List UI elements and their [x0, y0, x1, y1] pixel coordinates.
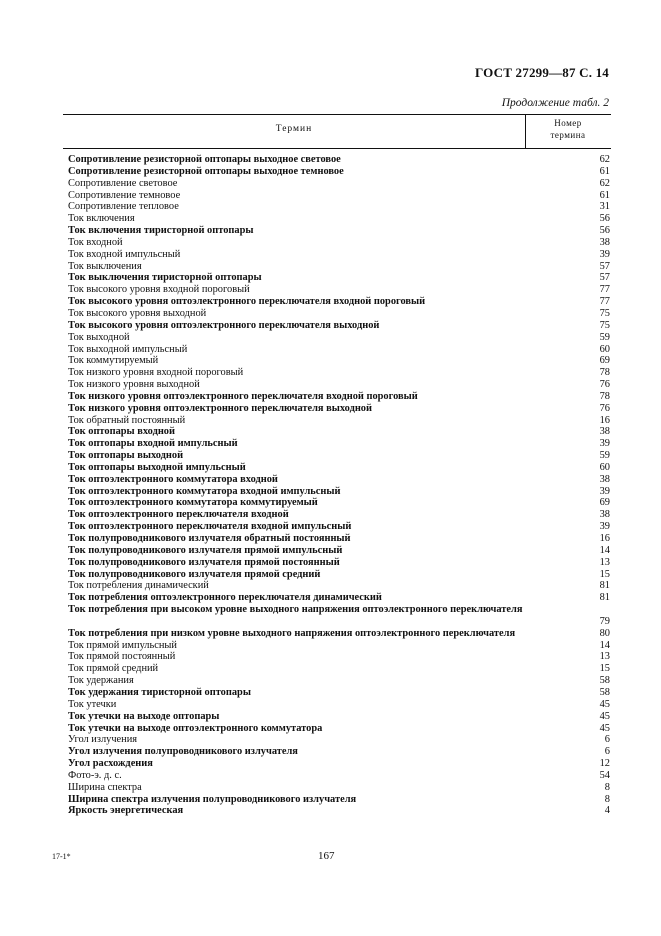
- table-row: [68, 497, 610, 509]
- table-row: [68, 296, 610, 308]
- term-number: 15: [599, 568, 610, 580]
- table-row: [68, 450, 610, 462]
- table-row: [68, 284, 610, 296]
- term-number: 45: [599, 710, 610, 722]
- term-text: Ток включения тиристорной оптопары: [68, 225, 254, 237]
- term-number: 75: [599, 319, 610, 331]
- term-text: Ток низкого уровня входной пороговый: [68, 367, 244, 379]
- term-text: Ток высокого уровня оптоэлектронного переключателя входной пороговый: [68, 296, 426, 308]
- term-number: 75: [599, 307, 610, 319]
- term-number: 61: [599, 165, 610, 177]
- term-number: 78: [599, 390, 610, 402]
- table-row: [68, 592, 610, 604]
- term-text: Фото-э. д. с.: [68, 769, 122, 781]
- term-number: 77: [599, 296, 610, 308]
- term-number: 15: [599, 663, 610, 675]
- term-text: Ток утечки на выходе оптопары: [68, 710, 220, 722]
- table-row: [68, 569, 610, 581]
- table-row: [68, 805, 610, 817]
- table-continuation-note: Продолжение табл. 2: [501, 97, 609, 109]
- table-row: [68, 426, 610, 438]
- term-text: Ток оптопары выходной: [68, 450, 184, 462]
- term-number: 38: [599, 473, 610, 485]
- document-code: ГОСТ 27299—87 С. 14: [475, 65, 609, 80]
- term-text: Ток низкого уровня оптоэлектронного переключателя входной пороговый: [68, 390, 418, 402]
- term-number: 76: [599, 379, 610, 391]
- table-row: [68, 711, 610, 723]
- term-text: Ток высокого уровня входной пороговый: [68, 284, 250, 296]
- term-number: 39: [599, 438, 610, 450]
- term-text: Ток обратный постоянный: [68, 414, 186, 426]
- term-text: Ток коммутируемый: [68, 355, 159, 367]
- table-row: [68, 545, 610, 557]
- column-header-term: Термин: [275, 124, 313, 134]
- term-text: Ток низкого уровня оптоэлектронного переключателя выходной: [68, 402, 372, 414]
- table-row: [68, 261, 610, 273]
- term-text: Сопротивление резисторной оптопары выходное темновое: [68, 165, 344, 177]
- term-number: 39: [599, 521, 610, 533]
- term-text: Ток высокого уровня оптоэлектронного переключателя выходной: [68, 319, 380, 331]
- table-row: [68, 628, 610, 640]
- table-row: [68, 474, 610, 486]
- term-number: 78: [599, 367, 610, 379]
- term-number: 57: [599, 260, 610, 272]
- term-text: Ток прямой импульсный: [68, 639, 177, 651]
- term-text: Ток оптопары входной импульсный: [68, 438, 238, 450]
- table-row: [68, 794, 610, 806]
- term-text: Ток выключения: [68, 260, 142, 272]
- term-number: 62: [599, 177, 610, 189]
- term-text: Ток оптоэлектронного коммутатора коммутируемый: [68, 497, 318, 509]
- term-number: 61: [599, 189, 610, 201]
- term-number: 60: [599, 461, 610, 473]
- table-row: [68, 782, 610, 794]
- term-text: Угол излучения: [68, 734, 138, 746]
- column-header-number-line1: Номер: [554, 118, 582, 128]
- table-row: [68, 237, 610, 249]
- term-number: 8: [604, 781, 610, 793]
- term-text: Ток включения: [68, 213, 135, 225]
- term-number: 39: [599, 485, 610, 497]
- term-number: 80: [599, 627, 610, 639]
- term-number: 38: [599, 426, 610, 438]
- term-text: Угол излучения полупроводникового излучателя: [68, 746, 298, 758]
- term-number: 16: [599, 414, 610, 426]
- table-row: [68, 166, 610, 178]
- term-number: 31: [599, 201, 610, 213]
- table-row: [68, 178, 610, 190]
- table-row: [68, 355, 610, 367]
- term-number: 59: [599, 331, 610, 343]
- table-row: [68, 557, 610, 569]
- term-text: Ток полупроводникового излучателя прямой средний: [68, 568, 321, 580]
- term-number: 45: [599, 722, 610, 734]
- table-row: [68, 687, 610, 699]
- term-number: 62: [599, 154, 610, 165]
- table-row: [68, 663, 610, 675]
- term-number: 8: [604, 793, 610, 805]
- term-number: 14: [599, 639, 610, 651]
- table-row: [68, 651, 610, 663]
- term-text: Ток оптоэлектронного коммутатора входной: [68, 473, 278, 485]
- term-text: Сопротивление тепловое: [68, 201, 179, 213]
- table-row: [68, 379, 610, 391]
- term-number: 39: [599, 248, 610, 260]
- table-row: [68, 272, 610, 284]
- table-row: [68, 462, 610, 474]
- term-number: 54: [599, 769, 610, 781]
- table-row: [68, 190, 610, 202]
- term-text: Ток оптопары выходной импульсный: [68, 461, 246, 473]
- table-row: [68, 580, 610, 592]
- term-text: Ток потребления оптоэлектронного переключателя динамический: [68, 592, 382, 604]
- term-number: 56: [599, 225, 610, 237]
- term-text: Ток потребления динамический: [68, 580, 209, 592]
- table-row: [68, 675, 610, 687]
- term-text: Ток низкого уровня выходной: [68, 379, 200, 391]
- term-number: 69: [599, 497, 610, 509]
- table-row: [68, 533, 610, 545]
- table-row: [68, 332, 610, 344]
- term-text: Ток прямой средний: [68, 663, 159, 675]
- table-row: [68, 308, 610, 320]
- term-text: Сопротивление световое: [68, 177, 178, 189]
- table-top-rule: [63, 114, 611, 115]
- term-text: Ток выходной импульсный: [68, 343, 188, 355]
- term-text: Ток утечки на выходе оптоэлектронного коммутатора: [68, 722, 323, 734]
- term-number: 81: [599, 580, 610, 592]
- term-number: 60: [599, 343, 610, 355]
- term-text: Сопротивление резисторной оптопары выходное световое: [68, 154, 341, 165]
- table-row: [68, 213, 610, 225]
- term-text: Сопротивление темновое: [68, 189, 181, 201]
- term-number: 6: [604, 746, 610, 758]
- term-text: Ток высокого уровня выходной: [68, 307, 207, 319]
- term-number: 6: [604, 734, 610, 746]
- table-row: [68, 367, 610, 379]
- term-number: 59: [599, 450, 610, 462]
- term-text: Ток полупроводникового излучателя прямой постоянный: [68, 556, 340, 568]
- table-row: [68, 344, 610, 356]
- term-text: Ток удержания: [68, 675, 134, 687]
- table-row: [68, 391, 610, 403]
- term-text: Ширина спектра: [68, 781, 142, 793]
- table-row: [68, 746, 610, 758]
- term-text: Ток выключения тиристорной оптопары: [68, 272, 262, 284]
- table-header-bottom-rule: [63, 148, 611, 149]
- table-row: [68, 438, 610, 450]
- table-row: [68, 723, 610, 735]
- term-text: Ток входной импульсный: [68, 248, 181, 260]
- table-row: [68, 154, 610, 166]
- term-text: Ток прямой постоянный: [68, 651, 176, 663]
- table-row: [68, 758, 610, 770]
- terms-list: [68, 154, 610, 817]
- table-row: [68, 486, 610, 498]
- term-number: 57: [599, 272, 610, 284]
- term-number: 14: [599, 544, 610, 556]
- term-text: Ток полупроводникового излучателя прямой импульсный: [68, 544, 343, 556]
- term-text: Ток оптоэлектронного переключателя входной импульсный: [68, 521, 352, 533]
- term-number: 45: [599, 698, 610, 710]
- table-row: [68, 521, 610, 533]
- term-text: Ток входной: [68, 236, 123, 248]
- term-text: Угол расхождения: [68, 758, 153, 770]
- term-text: Ток оптоэлектронного коммутатора входной импульсный: [68, 485, 341, 497]
- table-row: [68, 249, 610, 261]
- term-text: Ток оптоэлектронного переключателя входной: [68, 509, 289, 521]
- term-text: Ток оптопары входной: [68, 426, 175, 438]
- term-text: Ток полупроводникового излучателя обратный постоянный: [68, 533, 351, 544]
- term-text: Ток выходной: [68, 331, 130, 343]
- table-row: [68, 770, 610, 782]
- table-row: [68, 403, 610, 415]
- table-row: [68, 320, 610, 332]
- term-number: 38: [599, 236, 610, 248]
- term-text: Ток потребления при высоком уровне выходного напряжения оптоэлектронного переключателя: [68, 604, 523, 616]
- term-number: 38: [599, 509, 610, 521]
- term-number: 12: [599, 758, 610, 770]
- term-number: 79: [599, 615, 610, 627]
- term-number: 69: [599, 355, 610, 367]
- term-number: 4: [604, 805, 610, 817]
- page-number: 167: [318, 850, 335, 862]
- table-row: [68, 509, 610, 521]
- table-row: [68, 604, 610, 628]
- term-number: 58: [599, 675, 610, 687]
- table-row: [68, 640, 610, 652]
- column-header-number: [526, 117, 610, 141]
- table-row: [68, 699, 610, 711]
- term-number: 76: [599, 402, 610, 414]
- term-number: 81: [599, 592, 610, 604]
- term-number: 77: [599, 284, 610, 296]
- term-text: Ток потребления при низком уровне выходного напряжения оптоэлектронного переключателя: [68, 627, 516, 639]
- term-text: Ток утечки: [68, 698, 117, 710]
- term-text: Ширина спектра излучения полупроводникового излучателя: [68, 793, 357, 805]
- column-header-number-line2: термина: [550, 130, 586, 140]
- table-row: [68, 415, 610, 427]
- term-number: 13: [599, 651, 610, 663]
- term-text: Яркость энергетическая: [68, 805, 184, 817]
- print-mark: 17-1*: [52, 852, 71, 861]
- term-number: 16: [599, 533, 610, 544]
- table-row: [68, 201, 610, 213]
- term-number: 58: [599, 686, 610, 698]
- term-number: 56: [599, 213, 610, 225]
- term-number: 13: [599, 556, 610, 568]
- table-row: [68, 734, 610, 746]
- table-row: [68, 225, 610, 237]
- term-text: Ток удержания тиристорной оптопары: [68, 686, 251, 698]
